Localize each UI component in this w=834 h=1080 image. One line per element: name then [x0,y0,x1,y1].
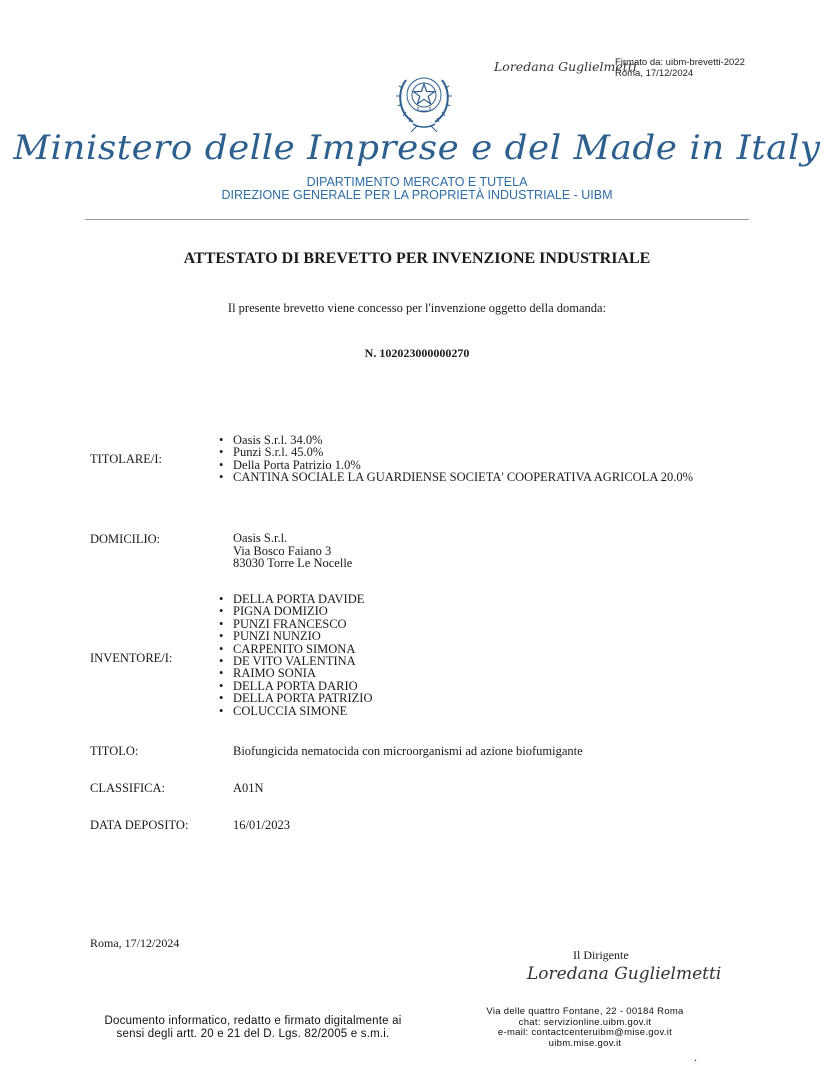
contact-email[interactable]: e-mail: contactcenteruibm@mise.gov.it [497,1027,673,1038]
list-item: • Della Porta Patrizio 1.0% [219,459,693,471]
legal-note [88,1015,418,1041]
list-item: • PIGNA DOMIZIO [219,605,372,617]
manager-signature: Loredana Guglielmetti [527,964,722,984]
domicile-label: DOMICILIO: [90,532,161,546]
intro-text: Il presente brevetto viene concesso per l'invenzione oggetto della domanda: [227,301,607,315]
list-item: • Punzi S.r.l. 45.0% [219,446,693,458]
list-item: • DELLA PORTA DARIO [219,680,372,692]
directorate-name: DIREZIONE GENERALE PER LA PROPRIETÀ INDUSTRIALE - UIBM [221,188,613,202]
contact-website[interactable]: uibm.mise.gov.it [548,1037,622,1049]
inventors-list [219,593,372,717]
list-item: • RAIMO SONIA [219,667,372,679]
digital-signature-info [615,58,745,79]
list-item: • Oasis S.r.l. 34.0% [219,434,693,446]
legal-note-line: sensi degli artt. 20 e 21 del D. Lgs. 82/2005 e s.m.i. [116,1028,390,1040]
application-number: N. 102023000000270 [364,346,470,360]
list-item: • DELLA PORTA PATRIZIO [219,692,372,704]
list-item: • CANTINA SOCIALE LA GUARDIENSE SOCIETA' COOPERATIVA AGRICOLA 20.0% [219,471,693,483]
title-label: TITOLO: [90,744,139,758]
filing-date-value: 16/01/2023 [233,818,290,832]
department-name: DIPARTIMENTO MERCATO E TUTELA [306,175,528,189]
contact-chat[interactable]: chat: servizionline.uibm.gov.it [518,1016,652,1028]
list-item: • CARPENITO SIMONA [219,643,372,655]
republic-emblem-icon [389,62,459,134]
holders-list [219,434,693,484]
signer-name: Loredana Guglielmetti [494,59,637,74]
list-item: • PUNZI NUNZIO [219,630,372,642]
document-title: ATTESTATO DI BREVETTO PER INVENZIONE INDUSTRIALE [183,250,651,267]
domicile-line: Oasis S.r.l. [233,531,288,545]
domicile-line: 83030 Torre Le Nocelle [233,556,353,571]
legal-note-line: Documento informatico, redatto e firmato digitalmente ai [104,1015,402,1027]
ministry-title: Ministero delle Imprese e del Made in Italy [13,128,821,168]
list-item: • DE VITO VALENTINA [219,655,372,667]
classification-value: A01N [233,781,264,795]
header-divider [85,219,749,220]
corner-mark: . [694,1050,697,1064]
list-item: • COLUCCIA SIMONE [219,705,372,717]
manager-label: Il Dirigente [573,948,629,962]
holders-label: TITOLARE/I: [90,452,162,466]
list-item: • DELLA PORTA DAVIDE [219,593,372,605]
list-item: • PUNZI FRANCESCO [219,618,372,630]
contact-address: Via delle quattro Fontane, 22 - 00184 Roma [486,1006,684,1017]
filing-date-label: DATA DEPOSITO: [90,818,189,832]
inventors-label: INVENTORE/I: [90,651,173,665]
signed-by: Firmato da: uibm-brevetti-2022 [615,57,745,68]
domicile-line: Via Bosco Faiano 3 [233,543,332,558]
contact-info [470,1007,700,1049]
domicile-address [233,532,352,570]
signed-place-date: Roma, 17/12/2024 [615,67,694,79]
classification-label: CLASSIFICA: [90,781,166,795]
title-value: Biofungicida nematocida con microorganismi ad azione biofumigante [233,744,583,758]
place-date: Roma, 17/12/2024 [90,936,180,950]
